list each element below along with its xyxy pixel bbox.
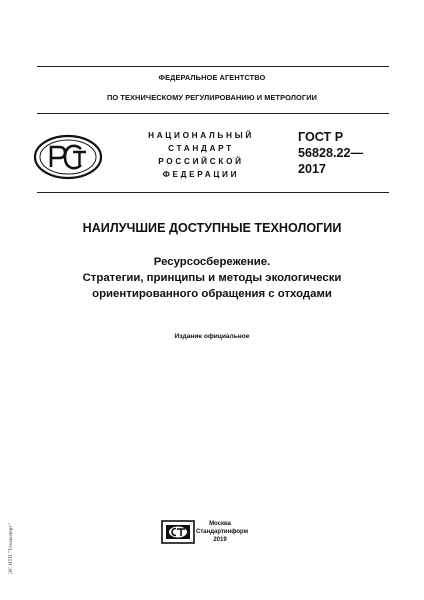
subtitle-line-1: Ресурсосбережение.: [153, 256, 271, 268]
rst-emblem-icon: [33, 134, 103, 180]
gost-line-3: 2017: [298, 162, 327, 176]
document-title: НАИЛУЧШИЕ ДОСТУПНЫЕ ТЕХНОЛОГИИ: [82, 221, 342, 235]
subtitle-line-2: Стратегии, принципы и методы экологически: [82, 272, 342, 284]
gost-line-2: 56828.22—: [298, 146, 364, 160]
standard-type-line-1: НАЦИОНАЛЬНЫЙ: [148, 131, 254, 140]
standard-type-line-2: СТАНДАРТ: [168, 144, 234, 153]
publisher-name: Стандартинформ: [196, 529, 249, 535]
gost-number: [298, 129, 363, 177]
standard-type-line-3: РОССИЙСКОЙ: [158, 157, 244, 166]
agency-line-1: ФЕДЕРАЛЬНОЕ АГЕНТСТВО: [158, 73, 266, 82]
standard-type-line-4: ФЕДЕРАЦИИ: [162, 170, 240, 179]
header-rule: [37, 113, 389, 114]
publisher-year: 2019: [213, 537, 227, 543]
document-subtitle: [0, 254, 424, 302]
standard-rule: [37, 192, 389, 193]
publisher-logo-icon: [161, 520, 195, 544]
agency-line-2: ПО ТЕХНИЧЕСКОМУ РЕГУЛИРОВАНИЮ И МЕТРОЛОГИИ: [106, 93, 318, 102]
subtitle-line-3: ориентированного обращения с отходами: [92, 288, 332, 300]
edition-label: Издание официальное: [174, 333, 250, 340]
top-rule: [37, 66, 389, 67]
side-watermark-note: ЭС НТП "Техэксперт": [8, 523, 14, 574]
publisher-city: Москва: [209, 521, 231, 527]
gost-line-1: ГОСТ Р: [298, 130, 344, 144]
